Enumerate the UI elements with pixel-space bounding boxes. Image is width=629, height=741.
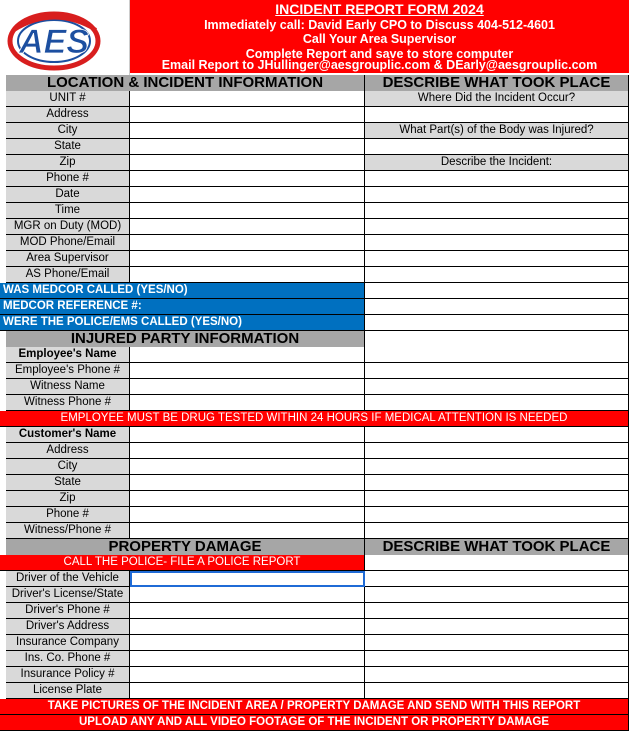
witness-phone-label: Witness Phone # <box>6 395 130 411</box>
describe-answer-input[interactable] <box>365 347 629 363</box>
describe-answer-input[interactable] <box>365 331 629 348</box>
describe-question: Describe the Incident: <box>365 155 629 171</box>
employee-field-input[interactable] <box>130 363 365 379</box>
describe-section-title: DESCRIBE WHAT TOOK PLACE <box>365 75 629 92</box>
property-field-input[interactable] <box>130 619 365 635</box>
property-field-input[interactable] <box>130 667 365 683</box>
employee-name-label: Employee's Name <box>6 347 130 363</box>
call-police-notice: CALL THE POLICE- FILE A POLICE REPORT <box>0 555 365 571</box>
describe-answer-input[interactable] <box>365 299 629 315</box>
property-field-input[interactable] <box>130 651 365 667</box>
property-describe-input[interactable] <box>365 571 629 587</box>
describe-answer-input[interactable] <box>365 283 629 299</box>
property-field-label: Insurance Company <box>6 635 130 651</box>
customer-field-input[interactable] <box>130 475 365 491</box>
location-field-input[interactable] <box>130 235 365 251</box>
describe-answer-input[interactable] <box>365 427 629 443</box>
customer-field-label: Address <box>6 443 130 459</box>
location-field-label: City <box>6 123 130 139</box>
describe-answer-input[interactable] <box>365 491 629 507</box>
property-describe-input[interactable] <box>365 619 629 635</box>
location-field-label: UNIT # <box>6 91 130 107</box>
describe-answer-input[interactable] <box>365 475 629 491</box>
describe-answer-input[interactable] <box>365 443 629 459</box>
describe-answer-input[interactable] <box>365 235 629 251</box>
drug-test-notice: EMPLOYEE MUST BE DRUG TESTED WITHIN 24 HOURS IF MEDICAL ATTENTION IS NEEDED <box>0 411 629 427</box>
describe-answer-input[interactable] <box>365 459 629 475</box>
customer-name-input[interactable] <box>130 427 365 443</box>
property-field-label: Driver's Phone # <box>6 603 130 619</box>
customer-name-label: Customer's Name <box>6 427 130 443</box>
footer-video-notice: UPLOAD ANY AND ALL VIDEO FOOTAGE OF THE INCIDENT OR PROPERTY DAMAGE <box>0 715 629 731</box>
property-describe-input[interactable] <box>365 667 629 683</box>
describe-answer-input[interactable] <box>365 251 629 267</box>
customer-field-input[interactable] <box>130 443 365 459</box>
employee-phone-label: Employee's Phone # <box>6 363 130 379</box>
location-field-label: AS Phone/Email <box>6 267 130 283</box>
property-describe-input[interactable] <box>365 555 629 571</box>
header-save-line: Complete Report and save to store computer <box>245 47 514 61</box>
aes-logo <box>0 0 130 75</box>
medcor-reference-label: MEDCOR REFERENCE #: <box>0 299 365 315</box>
property-field-label: Insurance Policy # <box>6 667 130 683</box>
describe-answer-input[interactable] <box>365 523 629 539</box>
property-field-input[interactable] <box>130 603 365 619</box>
describe-answer-input[interactable] <box>365 139 629 155</box>
property-describe-title: DESCRIBE WHAT TOOK PLACE <box>365 539 629 556</box>
describe-answer-input[interactable] <box>365 507 629 523</box>
location-field-input[interactable] <box>130 187 365 203</box>
location-field-input[interactable] <box>130 267 365 283</box>
location-section-title: LOCATION & INCIDENT INFORMATION <box>6 75 365 92</box>
describe-answer-input[interactable] <box>365 315 629 331</box>
customer-field-input[interactable] <box>130 491 365 507</box>
describe-answer-input[interactable] <box>365 187 629 203</box>
location-field-label: MGR on Duty (MOD) <box>6 219 130 235</box>
location-field-input[interactable] <box>130 107 365 123</box>
location-field-label: Phone # <box>6 171 130 187</box>
header-supervisor-line: Call Your Area Supervisor <box>302 32 457 46</box>
location-field-label: Address <box>6 107 130 123</box>
describe-question: What Part(s) of the Body was Injured? <box>365 123 629 139</box>
location-field-label: Date <box>6 187 130 203</box>
property-describe-input[interactable] <box>365 683 629 699</box>
property-field-input[interactable] <box>130 635 365 651</box>
describe-answer-input[interactable] <box>365 267 629 283</box>
police-ems-called-label: WERE THE POLICE/EMS CALLED (YES/NO) <box>0 315 365 331</box>
property-describe-input[interactable] <box>365 603 629 619</box>
location-field-label: MOD Phone/Email <box>6 235 130 251</box>
describe-answer-input[interactable] <box>365 395 629 411</box>
customer-field-label: Witness/Phone # <box>6 523 130 539</box>
describe-answer-input[interactable] <box>365 107 629 123</box>
describe-answer-input[interactable] <box>365 171 629 187</box>
location-field-label: Area Supervisor <box>6 251 130 267</box>
location-field-input[interactable] <box>130 203 365 219</box>
employee-field-input[interactable] <box>130 379 365 395</box>
property-field-input[interactable] <box>130 587 365 603</box>
customer-field-input[interactable] <box>130 507 365 523</box>
aes-logo-icon <box>0 0 129 75</box>
property-field-label: License Plate <box>6 683 130 699</box>
location-field-label: State <box>6 139 130 155</box>
footer-pictures-notice: TAKE PICTURES OF THE INCIDENT AREA / PROPERTY DAMAGE AND SEND WITH THIS REPORT <box>0 699 629 715</box>
customer-field-label: City <box>6 459 130 475</box>
location-field-input[interactable] <box>130 251 365 267</box>
header-email-line: Email Report to JHullinger@aesgrouplic.com & DEarly@aesgrouplic.com <box>161 59 598 72</box>
property-section-title: PROPERTY DAMAGE <box>6 539 365 556</box>
property-field-label: Driver of the Vehicle <box>6 571 130 587</box>
property-field-input[interactable] <box>130 571 365 587</box>
location-field-label: Time <box>6 203 130 219</box>
header-call-line: Immediately call: David Early CPO to Discuss 404-512-4601 <box>204 18 555 32</box>
customer-field-label: State <box>6 475 130 491</box>
describe-answer-input[interactable] <box>365 379 629 395</box>
location-field-input[interactable] <box>130 91 365 107</box>
describe-question: Where Did the Incident Occur? <box>365 91 629 107</box>
injured-section-title: INJURED PARTY INFORMATION <box>6 331 365 348</box>
customer-field-input[interactable] <box>130 459 365 475</box>
employee-field-input[interactable] <box>130 347 365 363</box>
property-describe-input[interactable] <box>365 587 629 603</box>
property-field-label: Driver's License/State <box>6 587 130 603</box>
customer-field-label: Phone # <box>6 507 130 523</box>
location-field-input[interactable] <box>130 155 365 171</box>
form-title: INCIDENT REPORT FORM 2024 <box>275 1 484 17</box>
property-field-label: Ins. Co. Phone # <box>6 651 130 667</box>
property-describe-input[interactable] <box>365 651 629 667</box>
property-describe-input[interactable] <box>365 635 629 651</box>
witness-name-label: Witness Name <box>6 379 130 395</box>
describe-answer-input[interactable] <box>365 363 629 379</box>
medcor-called-label: WAS MEDCOR CALLED (YES/NO) <box>0 283 365 299</box>
location-field-label: Zip <box>6 155 130 171</box>
describe-answer-input[interactable] <box>365 219 629 235</box>
logo-text: AES <box>19 23 89 61</box>
location-field-input[interactable] <box>130 123 365 139</box>
employee-field-input[interactable] <box>130 395 365 411</box>
property-field-input[interactable] <box>130 683 365 699</box>
customer-field-label: Zip <box>6 491 130 507</box>
location-field-input[interactable] <box>130 171 365 187</box>
property-field-label: Driver's Address <box>6 619 130 635</box>
location-field-input[interactable] <box>130 219 365 235</box>
location-field-input[interactable] <box>130 139 365 155</box>
describe-answer-input[interactable] <box>365 203 629 219</box>
customer-field-input[interactable] <box>130 523 365 539</box>
